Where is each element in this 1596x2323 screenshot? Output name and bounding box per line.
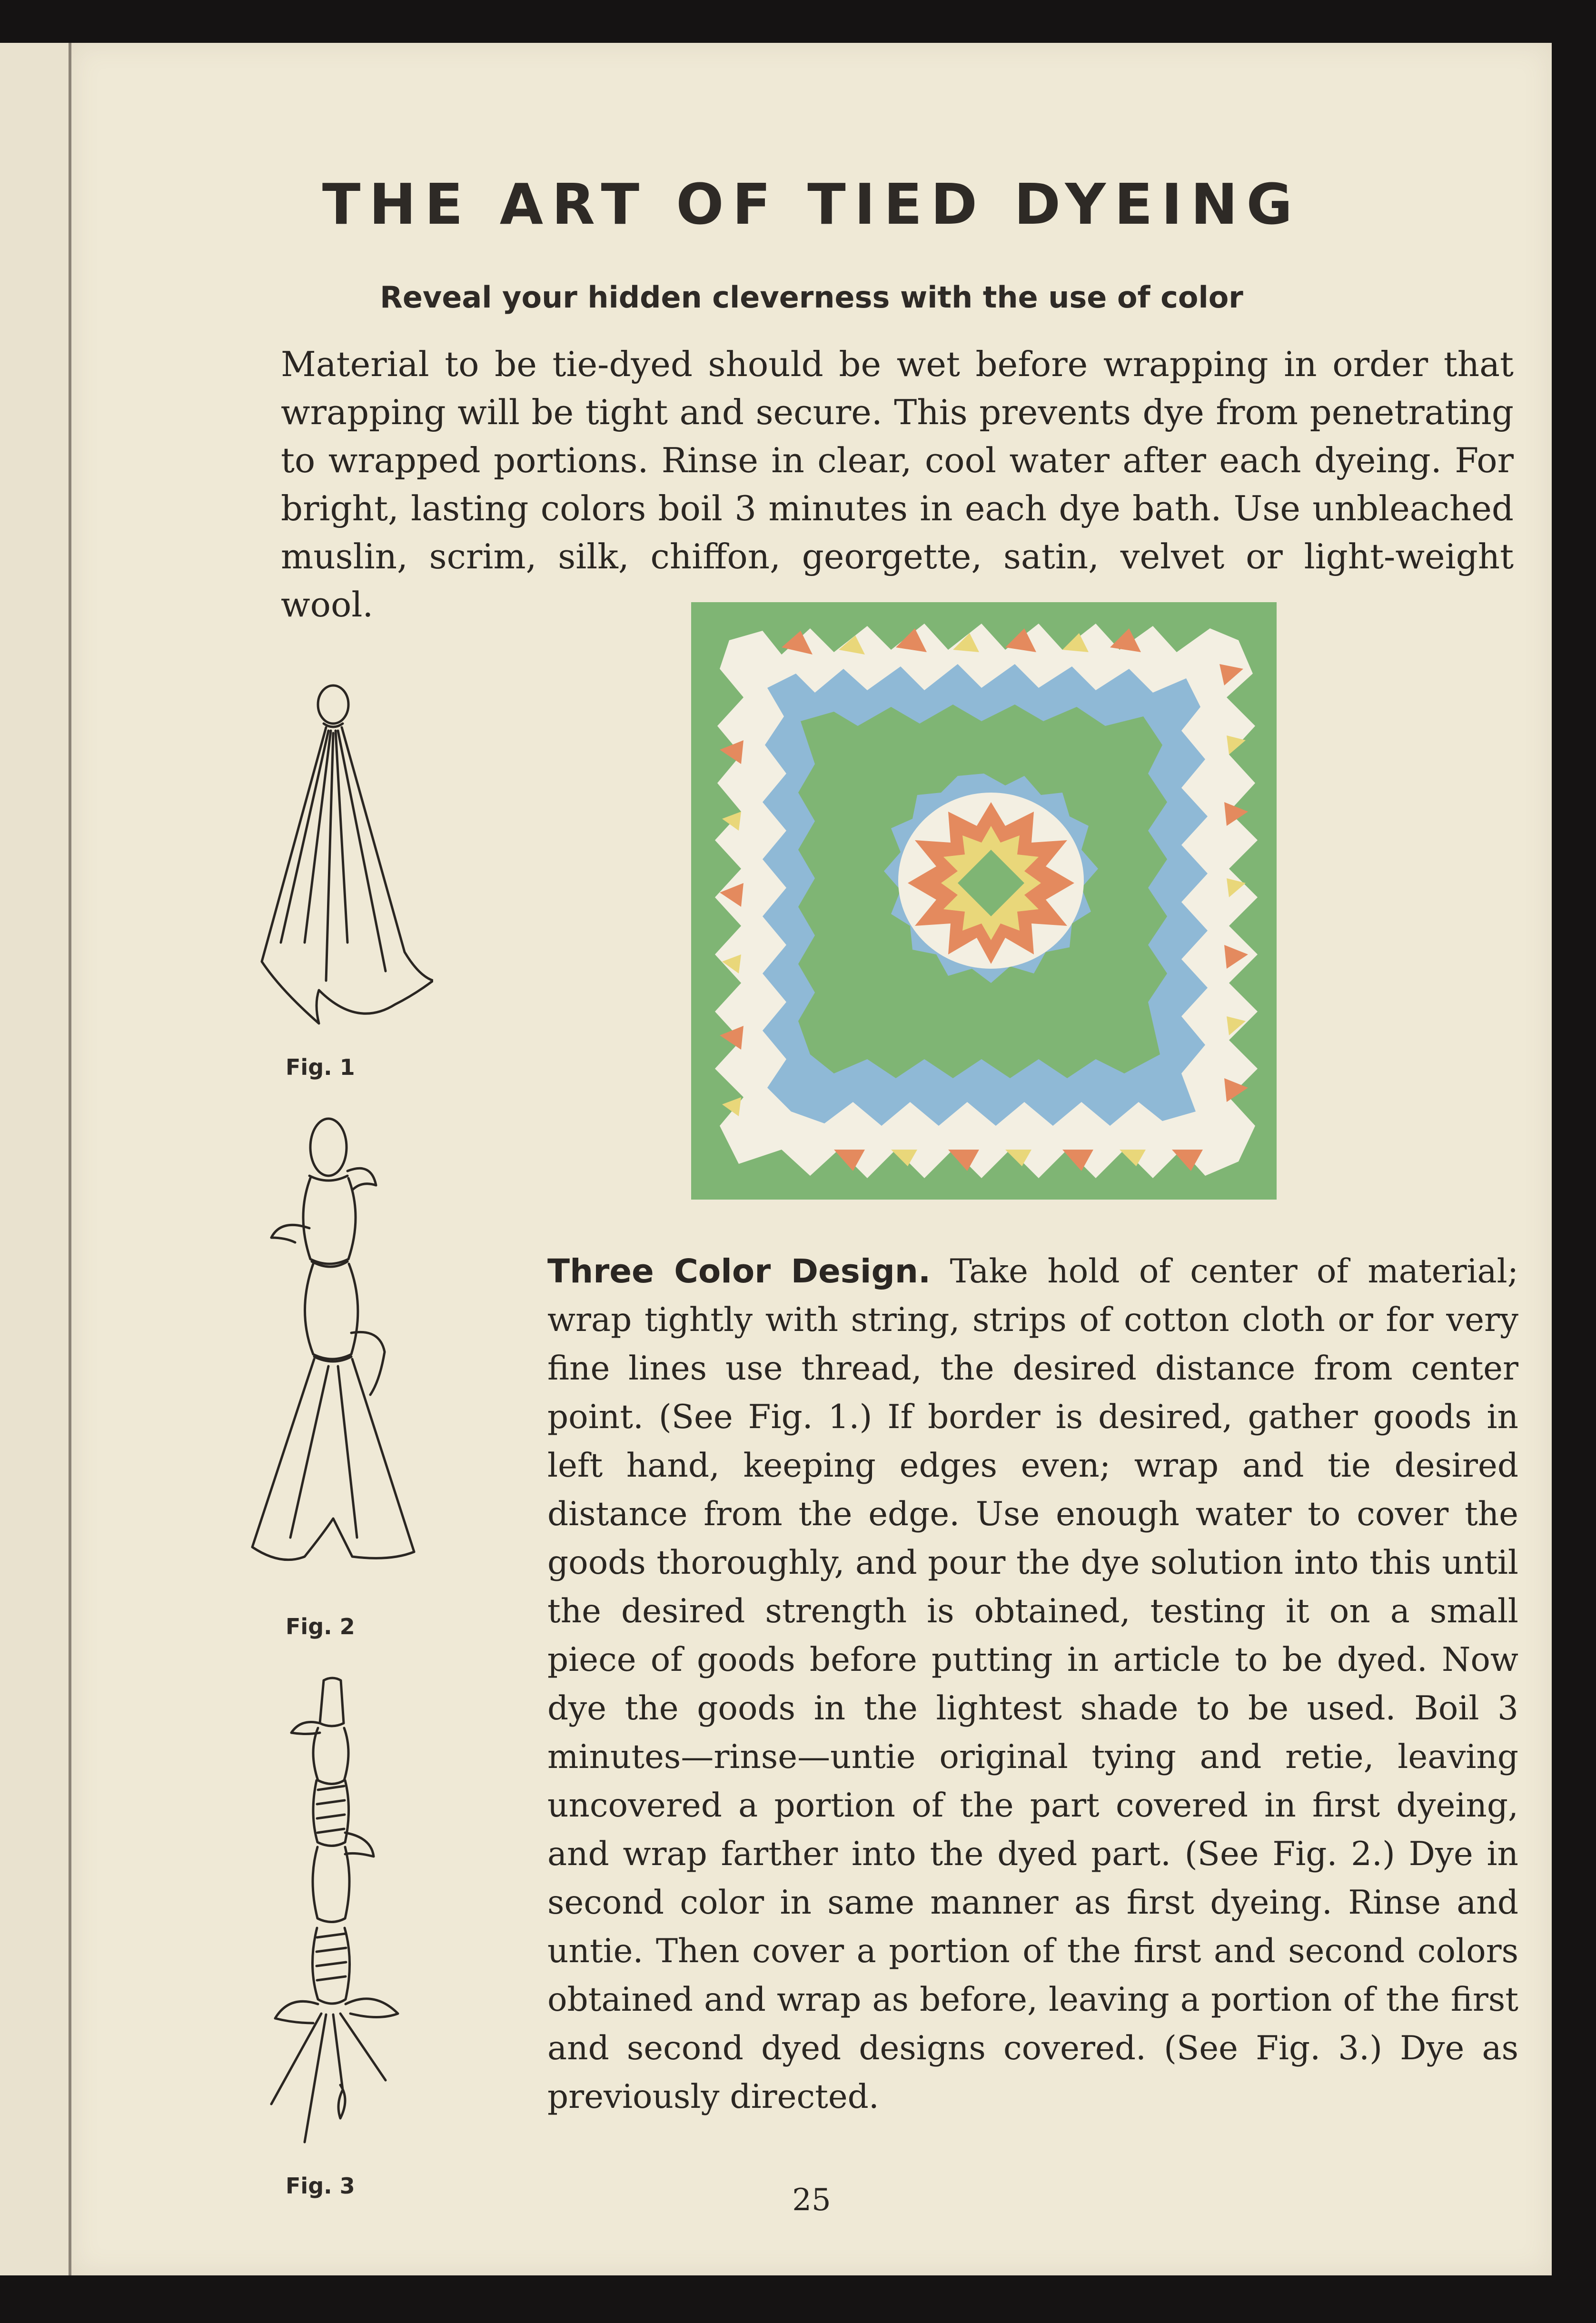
- design-heading: Three Color Design.: [547, 1252, 931, 1291]
- intro-paragraph: Material to be tie-dyed should be wet before wrapping in order that wrapping will be tight and secure. This prevents dye from penetrating to wrapped portions. Rinse in clear, cool water after each dyeing. For bright, lasting colors boil 3 minutes in each dye bath. Use unbleached muslin, scrim, silk, chiffon, georgette, satin, velvet or light-weight wool.: [281, 344, 1514, 625]
- wrapped-cloth-icon: [233, 1661, 433, 2166]
- tie-dye-swatch: [691, 602, 1277, 1200]
- design-instructions: [547, 1247, 1518, 2121]
- book-page: [71, 43, 1552, 2275]
- page-number: 25: [792, 2183, 831, 2218]
- facing-page-edge: [0, 43, 71, 2275]
- gathered-cloth-icon: [233, 676, 433, 1047]
- figure-label: Fig. 2: [286, 1614, 355, 1639]
- page-subtitle: Reveal your hidden cleverness with the use of color: [380, 280, 1243, 315]
- page-title: THE ART OF TIED DYEING: [322, 171, 1301, 237]
- tied-cloth-icon: [233, 1109, 433, 1604]
- figure-label: Fig. 3: [286, 2173, 355, 2199]
- design-body: Take hold of center of material; wrap tightly with string, strips of cotton cloth or for very fine lines use thread, the desired distance from center point. (See Fig. 1.) If border is desired, gather goods in left hand, keeping edges even; wrap and tie desired distance from the edge. Use enough water to cover the goods thoroughly, and pour the dye solution into this until the desired strength is obtained, testing it on a small piece of goods before putting in article to be dyed. Now dye the goods in the lightest shade to be used. Boil 3 minutes—rinse—untie original tying and retie, leaving uncovered a portion of the part covered in first dyeing, and wrap farther into the dyed part. (See Fig. 2.) Dye in second color in same manner as first dyeing. Rinse and untie. Then cover a portion of the first and second colors obtained and wrap as before, leaving a portion of the first and second dyed designs covered. (See Fig. 3.) Dye as previously directed.: [547, 1252, 1518, 2116]
- figure-label: Fig. 1: [286, 1054, 355, 1080]
